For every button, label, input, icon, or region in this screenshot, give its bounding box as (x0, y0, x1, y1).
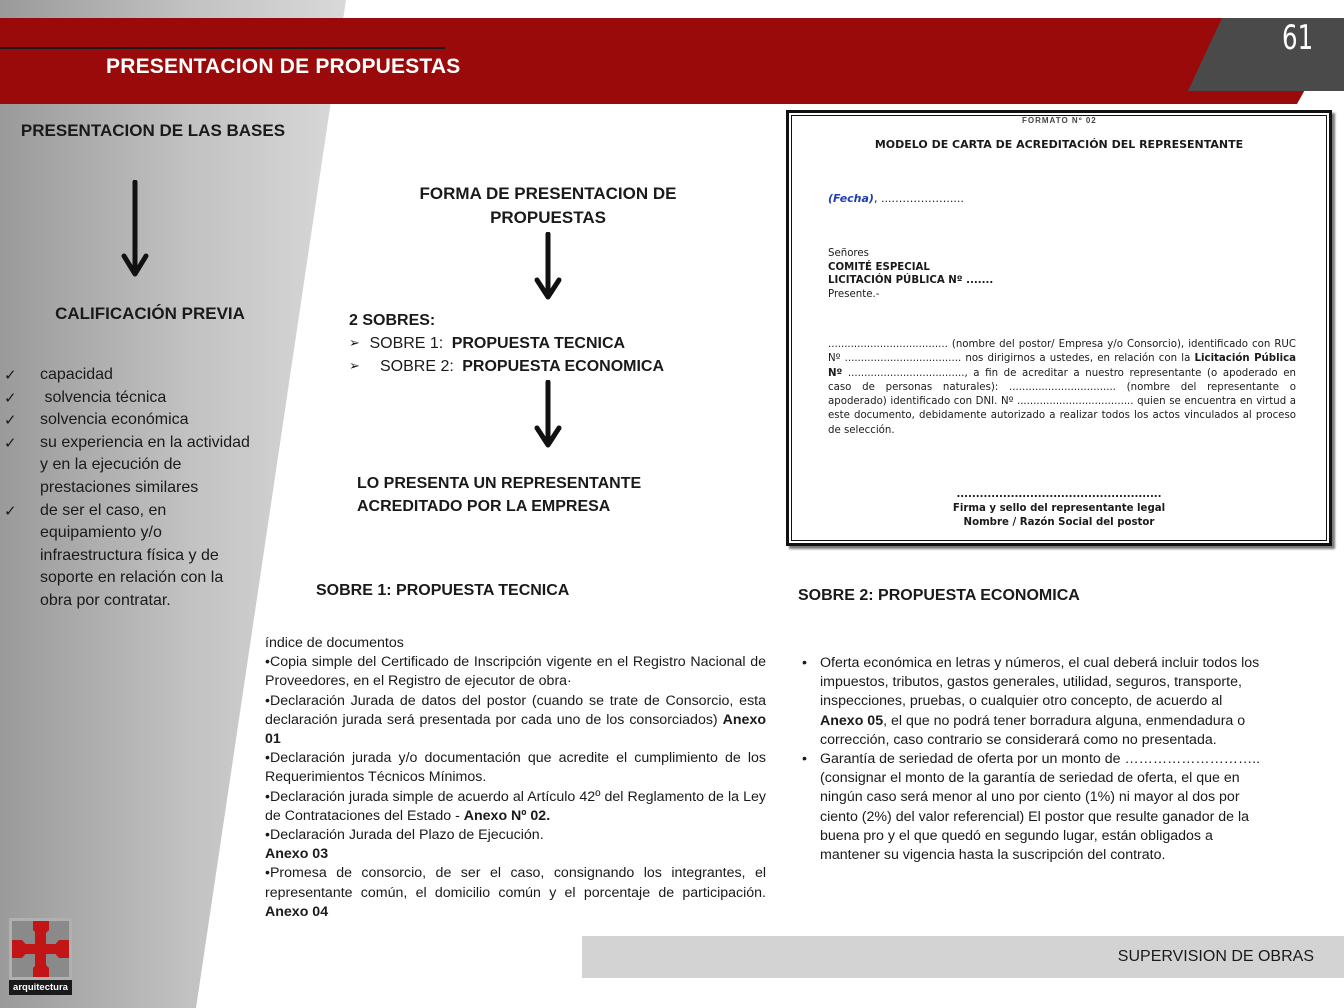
arrow-down-icon (120, 180, 150, 280)
list-item: •Declaración jurada y/o documentación que acredite el cumplimiento de los Requerimientos Técnicos Mínimos. (265, 750, 766, 786)
heading-calificacion-previa: CALIFICACIÓN PREVIA (55, 304, 245, 323)
check-icon: ✓ (4, 388, 17, 407)
logo-text: arquitectura (9, 980, 72, 995)
sobres-title: 2 SOBRES: (349, 312, 436, 329)
document-date-line: (Fecha), ...……………..... (828, 192, 964, 205)
calificacion-checklist (4, 364, 252, 613)
representante-text: LO PRESENTA UN REPRESENTANTE ACREDITADO POR LA EMPRESA (357, 475, 642, 515)
sobres-list (349, 309, 664, 378)
sobre-1-item: ➢ SOBRE 1: PROPUESTA TECNICA (349, 332, 664, 355)
list-item: •Declaración jurada simple de acuerdo al Artículo 42º del Reglamento de la Ley de Contrataciones del Estado - Anexo Nº 02. (265, 788, 766, 824)
check-icon: ✓ (4, 366, 17, 384)
arrow-bullet-icon: ➢ (349, 359, 360, 374)
document-addressee: Señores COMITÉ ESPECIAL LICITACIÓN PÚBLICA Nº ....... Presente.- (828, 248, 994, 300)
propuesta-economica-list (802, 654, 1260, 865)
list-item: •Copia simple del Certificado de Inscripción vigente en el Registro Nacional de Proveedores, en el Registro de ejecutor de obra· (265, 654, 766, 690)
check-icon: ✓ (4, 411, 17, 430)
company-logo (9, 918, 72, 995)
arrow-bullet-icon: ➢ (349, 336, 360, 351)
check-icon: ✓ (4, 501, 17, 520)
propuesta-tecnica-list: índice de documentos •Copia simple del Certificado de Inscripción vigente en el Registro Nacional de Proveedores, en el Registro de ejecutor de obra· •Declaración Jurada de datos del postor (cuando se trate de Consorcio, esta declaración jurada será presentada por cada uno de los consorciados) Anexo 01 •Declaración jurada y/o documentación que acredite el cumplimiento de los Requerimientos Técnicos Mínimos. •Declaración jurada simple de acuerdo al Artículo 42º del Reglamento de la Ley de Contrataciones del Estado - Anexo Nº 02. •Declaración Jurada del Plazo de Ejecución. Anexo 03 •Promesa de consorcio, de ser el caso, consignando los integrantes, el representante común, el domicilio común y el porcentaje de participación. Anexo 04 (265, 634, 766, 922)
list-item: • Oferta económica en letras y números, el cual deberá incluir todos los impuestos, tributos, gastos generales, utilidad, seguros, transporte, inspecciones, pruebas, o cualquier otro concepto, de acuerdo al Anexo 05, el que no podrá tener borradura alguna, enmendadura o corrección, caso contrario se considerará como no presentada. (802, 655, 1260, 748)
list-item: ✓ de ser el caso, en equipamiento y/o infraestructura física y de soporte en relación con la obra por contratar. (4, 501, 224, 609)
list-item: ✓ capacidad (4, 364, 252, 387)
header-rule (0, 47, 445, 49)
annex-label: Anexo 03 (265, 846, 329, 863)
list-item: ✓ solvencia económica (4, 409, 252, 432)
list-item: ✓ su experiencia en la actividad y en la ejecución de prestaciones similares (4, 433, 250, 496)
document-signature: ..................................................... Firma y sello del representante legal Nombre / Razón Social del postor (952, 489, 1166, 528)
document-title: MODELO DE CARTA DE ACREDITACIÓN DEL REPRESENTANTE (874, 138, 1244, 151)
page-title: PRESENTACION DE PROPUESTAS (106, 55, 461, 78)
list-item: •Declaración Jurada de datos del postor (cuando se trate de Consorcio, esta declaración jurada será presentada por cada uno de los consorciados) Anexo 01 (265, 692, 766, 748)
carta-acreditacion-document (786, 110, 1332, 546)
arrow-down-icon (533, 380, 563, 450)
heading-presentacion-bases: PRESENTACION DE LAS BASES (20, 121, 286, 140)
footer-text: SUPERVISION DE OBRAS (1117, 948, 1314, 965)
list-item: •Promesa de consorcio, de ser el caso, consignando los integrantes, el representante común, el domicilio común y el porcentaje de participación. Anexo 04 (265, 865, 766, 920)
document-body: ..................................... (nombre del postor/ Empresa y/o Consorcio), identificado con RUC Nº .................................... nos dirigirnos a ustedes, en relación con la Licitación Pública Nº ...................................., a fin de acreditar a nuestro representante (o apoderado en caso de personas naturales): ................................. (nombre del representante o apoderado) identificado con DNI. Nº .................................... quien se encuentra en virtud a este documento, debidamente autorizado a realizar todos los actos vinculados al proceso de selección. (828, 339, 1296, 436)
list-item: •Declaración Jurada del Plazo de Ejecución. (265, 827, 544, 844)
list-item: • Garantía de seriedad de oferta por un monto de ……………………….. (consignar el monto de la garantía de seriedad de oferta, el que en ningún caso será menor al uno por ciento (1%) ni mayor al dos por ciento (2%) del valor referencial) El postor que resulte ganador de la buena pro y el que quedó en segundo lugar, están obligados a mantener su vigencia hasta la suscripción del contrato. (802, 751, 1261, 864)
document-form-label: FORMATO Nº 02 (1022, 116, 1097, 125)
sobre-2-item: ➢ SOBRE 2: PROPUESTA ECONOMICA (349, 355, 664, 378)
arrow-down-icon (533, 232, 563, 302)
page-number: 61 (1282, 18, 1314, 58)
heading-forma-presentacion: FORMA DE PRESENTACION DE PROPUESTAS (419, 184, 677, 227)
sobre-1-title: SOBRE 1: PROPUESTA TECNICA (316, 582, 570, 599)
check-icon: ✓ (4, 433, 17, 452)
logo-mark-icon (9, 918, 72, 980)
sobre-2-title: SOBRE 2: PROPUESTA ECONOMICA (798, 587, 1080, 604)
footer-band (582, 936, 1344, 978)
list-item: ✓ solvencia técnica (4, 387, 252, 410)
